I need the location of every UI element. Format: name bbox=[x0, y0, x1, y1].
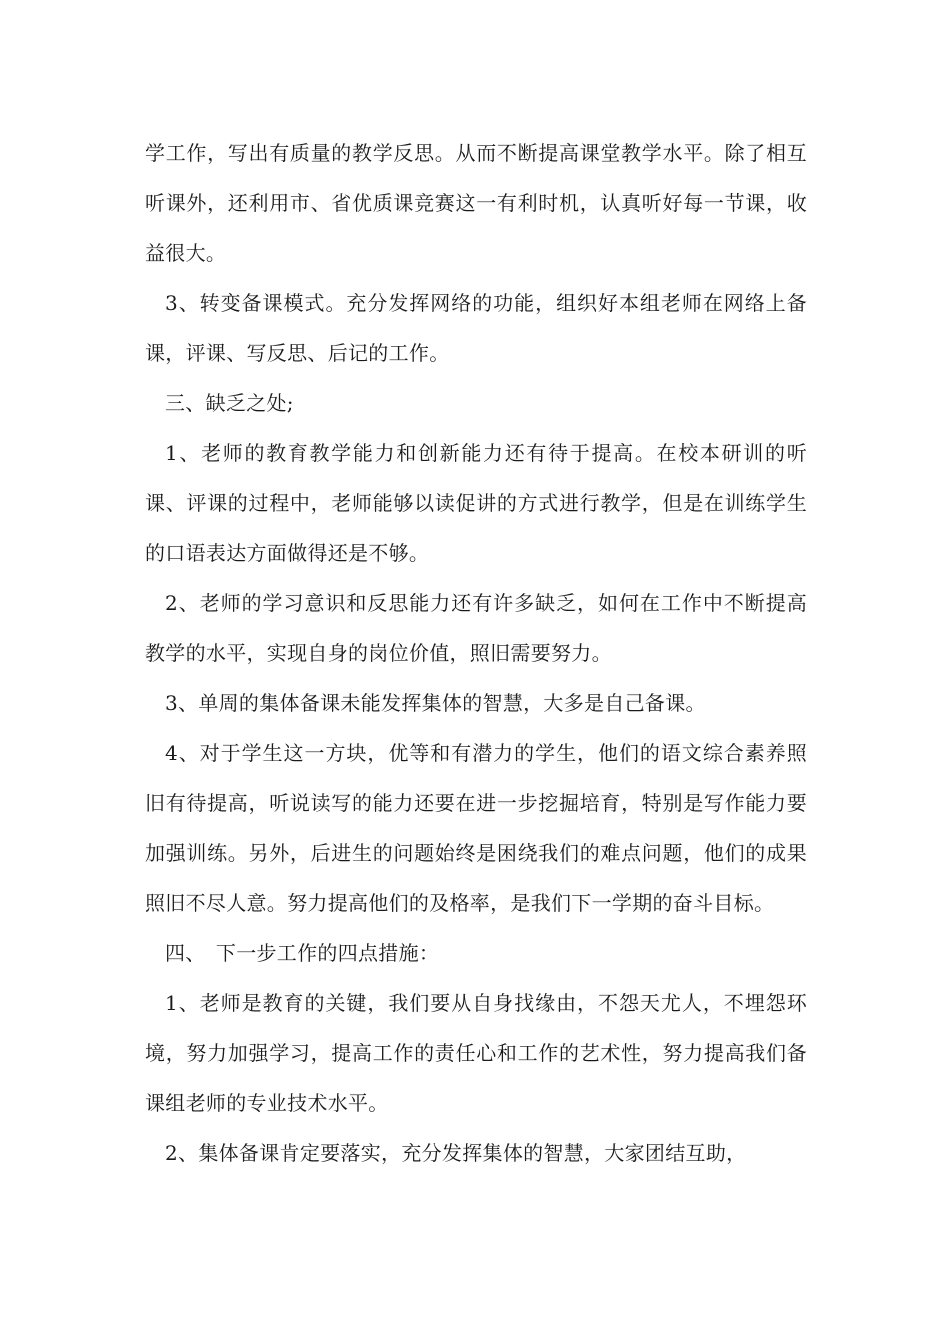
paragraph-shortcoming-1: 1、老师的教育教学能力和创新能力还有待于提高。在校本研训的听课、评课的过程中，老师能够以读促讲的方式进行教学，但是在训练学生的口语表达方面做得还是不够。 bbox=[145, 441, 807, 565]
section-heading-shortcomings: 三、缺乏之处; bbox=[165, 391, 294, 415]
paragraph-shortcoming-4: 4、对于学生这一方块，优等和有潜力的学生，他们的语文综合素养照旧有待提高，听说读写的能力还要在进一步挖掘培育，特别是写作能力要加强训练。另外，后进生的问题始终是困绕我们的难点问题，他们的成果照旧不尽人意。努力提高他们的及格率，是我们下一学期的奋斗目标。 bbox=[145, 741, 807, 915]
paragraph-measure-1: 1、老师是教育的关键，我们要从自身找缘由，不怨天尤人，不埋怨环境，努力加强学习，提高工作的责任心和工作的艺术性，努力提高我们备课组老师的专业技术水平。 bbox=[145, 991, 807, 1115]
paragraph-item-3-lesson-prep: 3、转变备课模式。充分发挥网络的功能，组织好本组老师在网络上备课，评课、写反思、后记的工作。 bbox=[145, 291, 807, 365]
section-heading-next-steps: 四、 下一步工作的四点措施： bbox=[165, 941, 440, 965]
document-body bbox=[145, 128, 807, 1178]
paragraph-continuation: 学工作，写出有质量的教学反思。从而不断提高课堂教学水平。除了相互听课外，还利用市、省优质课竞赛这一有利时机，认真听好每一节课，收益很大。 bbox=[145, 141, 807, 265]
paragraph-shortcoming-2: 2、老师的学习意识和反思能力还有许多缺乏，如何在工作中不断提高教学的水平，实现自身的岗位价值，照旧需要努力。 bbox=[145, 591, 807, 665]
paragraph-shortcoming-3: 3、单周的集体备课未能发挥集体的智慧，大多是自己备课。 bbox=[165, 691, 706, 715]
paragraph-measure-2: 2、集体备课肯定要落实，充分发挥集体的智慧，大家团结互助， bbox=[165, 1141, 747, 1165]
